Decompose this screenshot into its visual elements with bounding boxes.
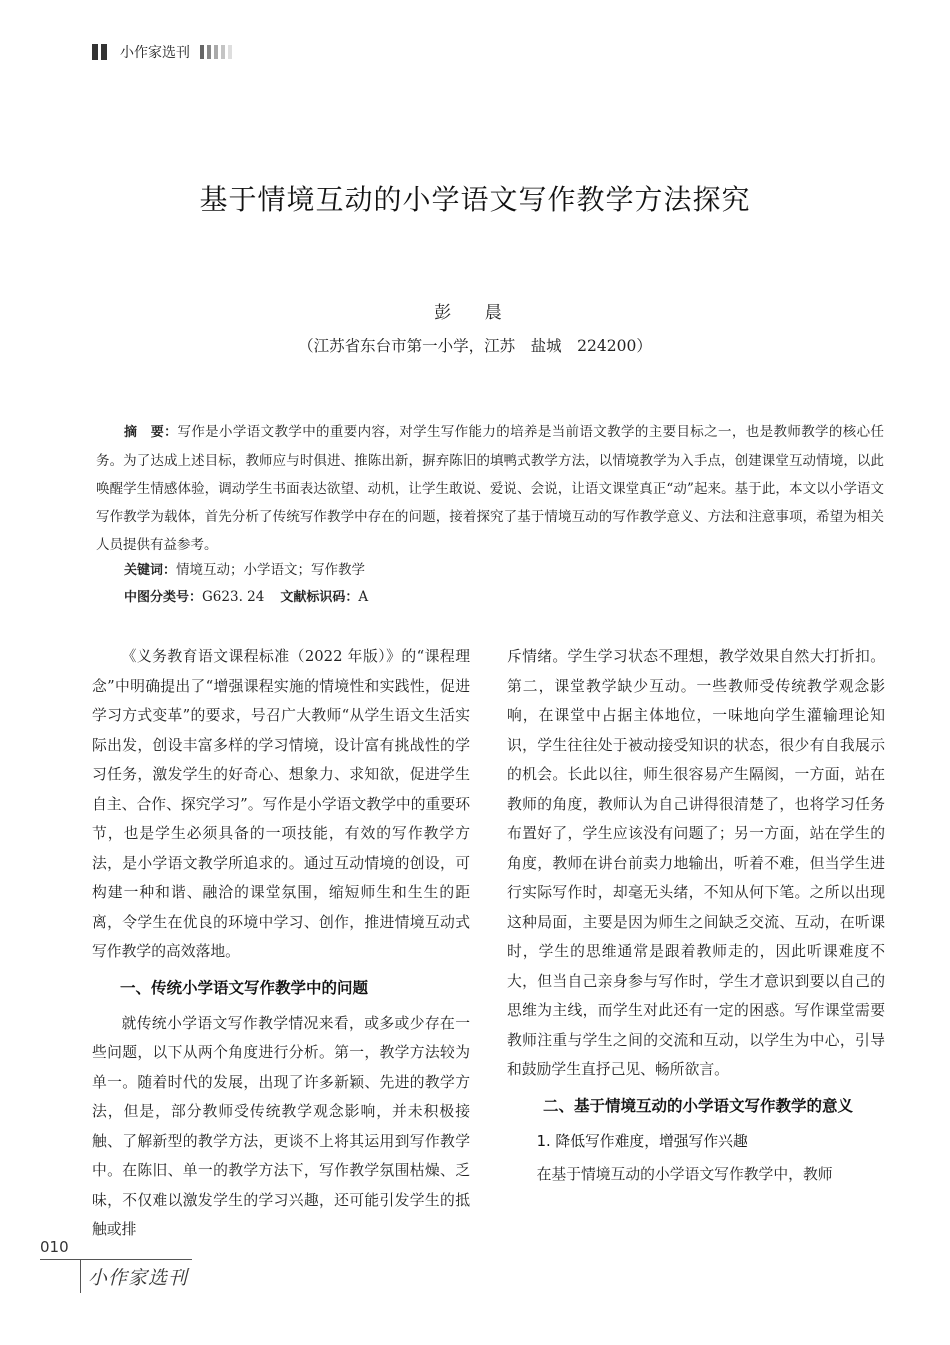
body-paragraph: 在基于情境互动的小学语文写作教学中，教师 bbox=[536, 1165, 833, 1183]
running-header bbox=[92, 40, 235, 64]
footer-vertical-rule bbox=[80, 1259, 81, 1293]
footer-rule bbox=[40, 1259, 192, 1260]
header-section-label: 小作家选刊 bbox=[120, 45, 190, 61]
abstract bbox=[96, 418, 884, 559]
doc-code-value: A bbox=[358, 589, 369, 605]
author-name: 彭 晨 bbox=[434, 303, 516, 323]
author-affiliation: （江苏省东台市第一小学，江苏 盐城 224200） bbox=[298, 337, 652, 355]
doc-code-label: 文献标识码： bbox=[280, 590, 359, 605]
keywords-label: 关键词： bbox=[124, 563, 177, 578]
body-paragraph: 就传统小学语文写作教学情况来看，或多或少存在一些问题，以下从两个角度进行分析。第一，教学方法较为单一。随着时代的发展，出现了许多新颖、先进的教学方法，但是，部分教师受传统教学观念影响，并未积极接触、了解新型的教学方法，更谈不上将其运用到写作教学中。在陈旧、单一的教学方法下，写作教学氛围枯燥、乏味，不仅难以激发学生的学习兴趣，还可能引发学生的抵触或排 bbox=[92, 1014, 470, 1238]
body-paragraph: 《义务教育语文课程标准（2022 年版）》的“课程理念”中明确提出了“增强课程实施的情境性和实践性，促进学习方式变革”的要求，号召广大教师“从学生语文生活实际出发，创设丰富多样的学习情境，设计富有挑战性的学习任务，激发学生的好奇心、想象力、求知欲，促进学生自主、合作、探究学习”。写作是小学语文教学中的重要环节，也是学生必须具备的一项技能，有效的写作教学方法，是小学语文教学所追求的。通过互动情境的创设，可构建一种和谐、融洽的课堂氛围，缩短师生和生生的距离，令学生在优良的环境中学习、创作，推进情境互动式写作教学的高效落地。 bbox=[92, 648, 470, 960]
footer-logo: 小作家选刊 bbox=[88, 1267, 189, 1289]
body-column-left bbox=[92, 642, 470, 1245]
article-title: 基于情境互动的小学语文写作教学方法探究 bbox=[199, 183, 751, 216]
clc-value: G623. 24 bbox=[202, 589, 265, 605]
classification-line bbox=[124, 586, 368, 605]
body-column-right bbox=[507, 642, 885, 1189]
section-heading-1: 一、传统小学语文写作教学中的问题 bbox=[120, 978, 369, 997]
page-number: 010 bbox=[40, 1238, 69, 1256]
keywords-line bbox=[124, 558, 365, 578]
keywords-text: 情境互动；小学语文；写作教学 bbox=[176, 562, 366, 578]
body-paragraph: 斥情绪。学生学习状态不理想，教学效果自然大打折扣。第二，课堂教学缺少互动。一些教师受传统教学观念影响，在课堂中占据主体地位，一味地向学生灌输理论知识，学生往往处于被动接受知识的状态，很少有自我展示的机会。长此以往，师生很容易产生隔阂，一方面，站在教师的角度，教师认为自己讲得很清楚了，也将学习任务布置好了，学生应该没有问题了；另一方面，站在学生的角度，教师在讲台前卖力地输出，听着不难，但当学生进行实际写作时，却毫无头绪，不知从何下笔。之所以出现这种局面，主要是因为师生之间缺乏交流、互动，在听课时，学生的思维通常是跟着教师走的，因此听课难度不大，但当自己亲身参与写作时，学生才意识到要以自己的思维为主线，而学生对此还有一定的困惑。写作课堂需要教师注重与学生之间的交流和互动，以学生为中心，引导和鼓励学生直抒己见、畅所欲言。 bbox=[507, 648, 885, 1078]
header-gradient-stripes bbox=[200, 45, 235, 59]
header-block-marks bbox=[92, 44, 110, 60]
clc-label: 中图分类号： bbox=[124, 590, 203, 605]
abstract-label: 摘 要： bbox=[124, 425, 178, 440]
subsection-heading-1: 1. 降低写作难度，增强写作兴趣 bbox=[536, 1132, 748, 1150]
section-heading-2: 二、基于情境互动的小学语文写作教学的意义 bbox=[543, 1096, 854, 1115]
abstract-text: 写作是小学语文教学中的重要内容，对学生写作能力的培养是当前语文教学的主要目标之一，也是教师教学的核心任务。为了达成上述目标，教师应与时俱进、推陈出新，摒弃陈旧的填鸭式教学方法，以情境教学为入手点，创建课堂互动情境，以此唤醒学生情感体验，调动学生书面表达欲望、动机，让学生敢说、爱说、会说，让语文课堂真正“动”起来。基于此，本文以小学语文写作教学为载体，首先分析了传统写作教学中存在的问题，接着探究了基于情境互动的写作教学意义、方法和注意事项，希望为相关人员提供有益参考。 bbox=[96, 424, 884, 553]
